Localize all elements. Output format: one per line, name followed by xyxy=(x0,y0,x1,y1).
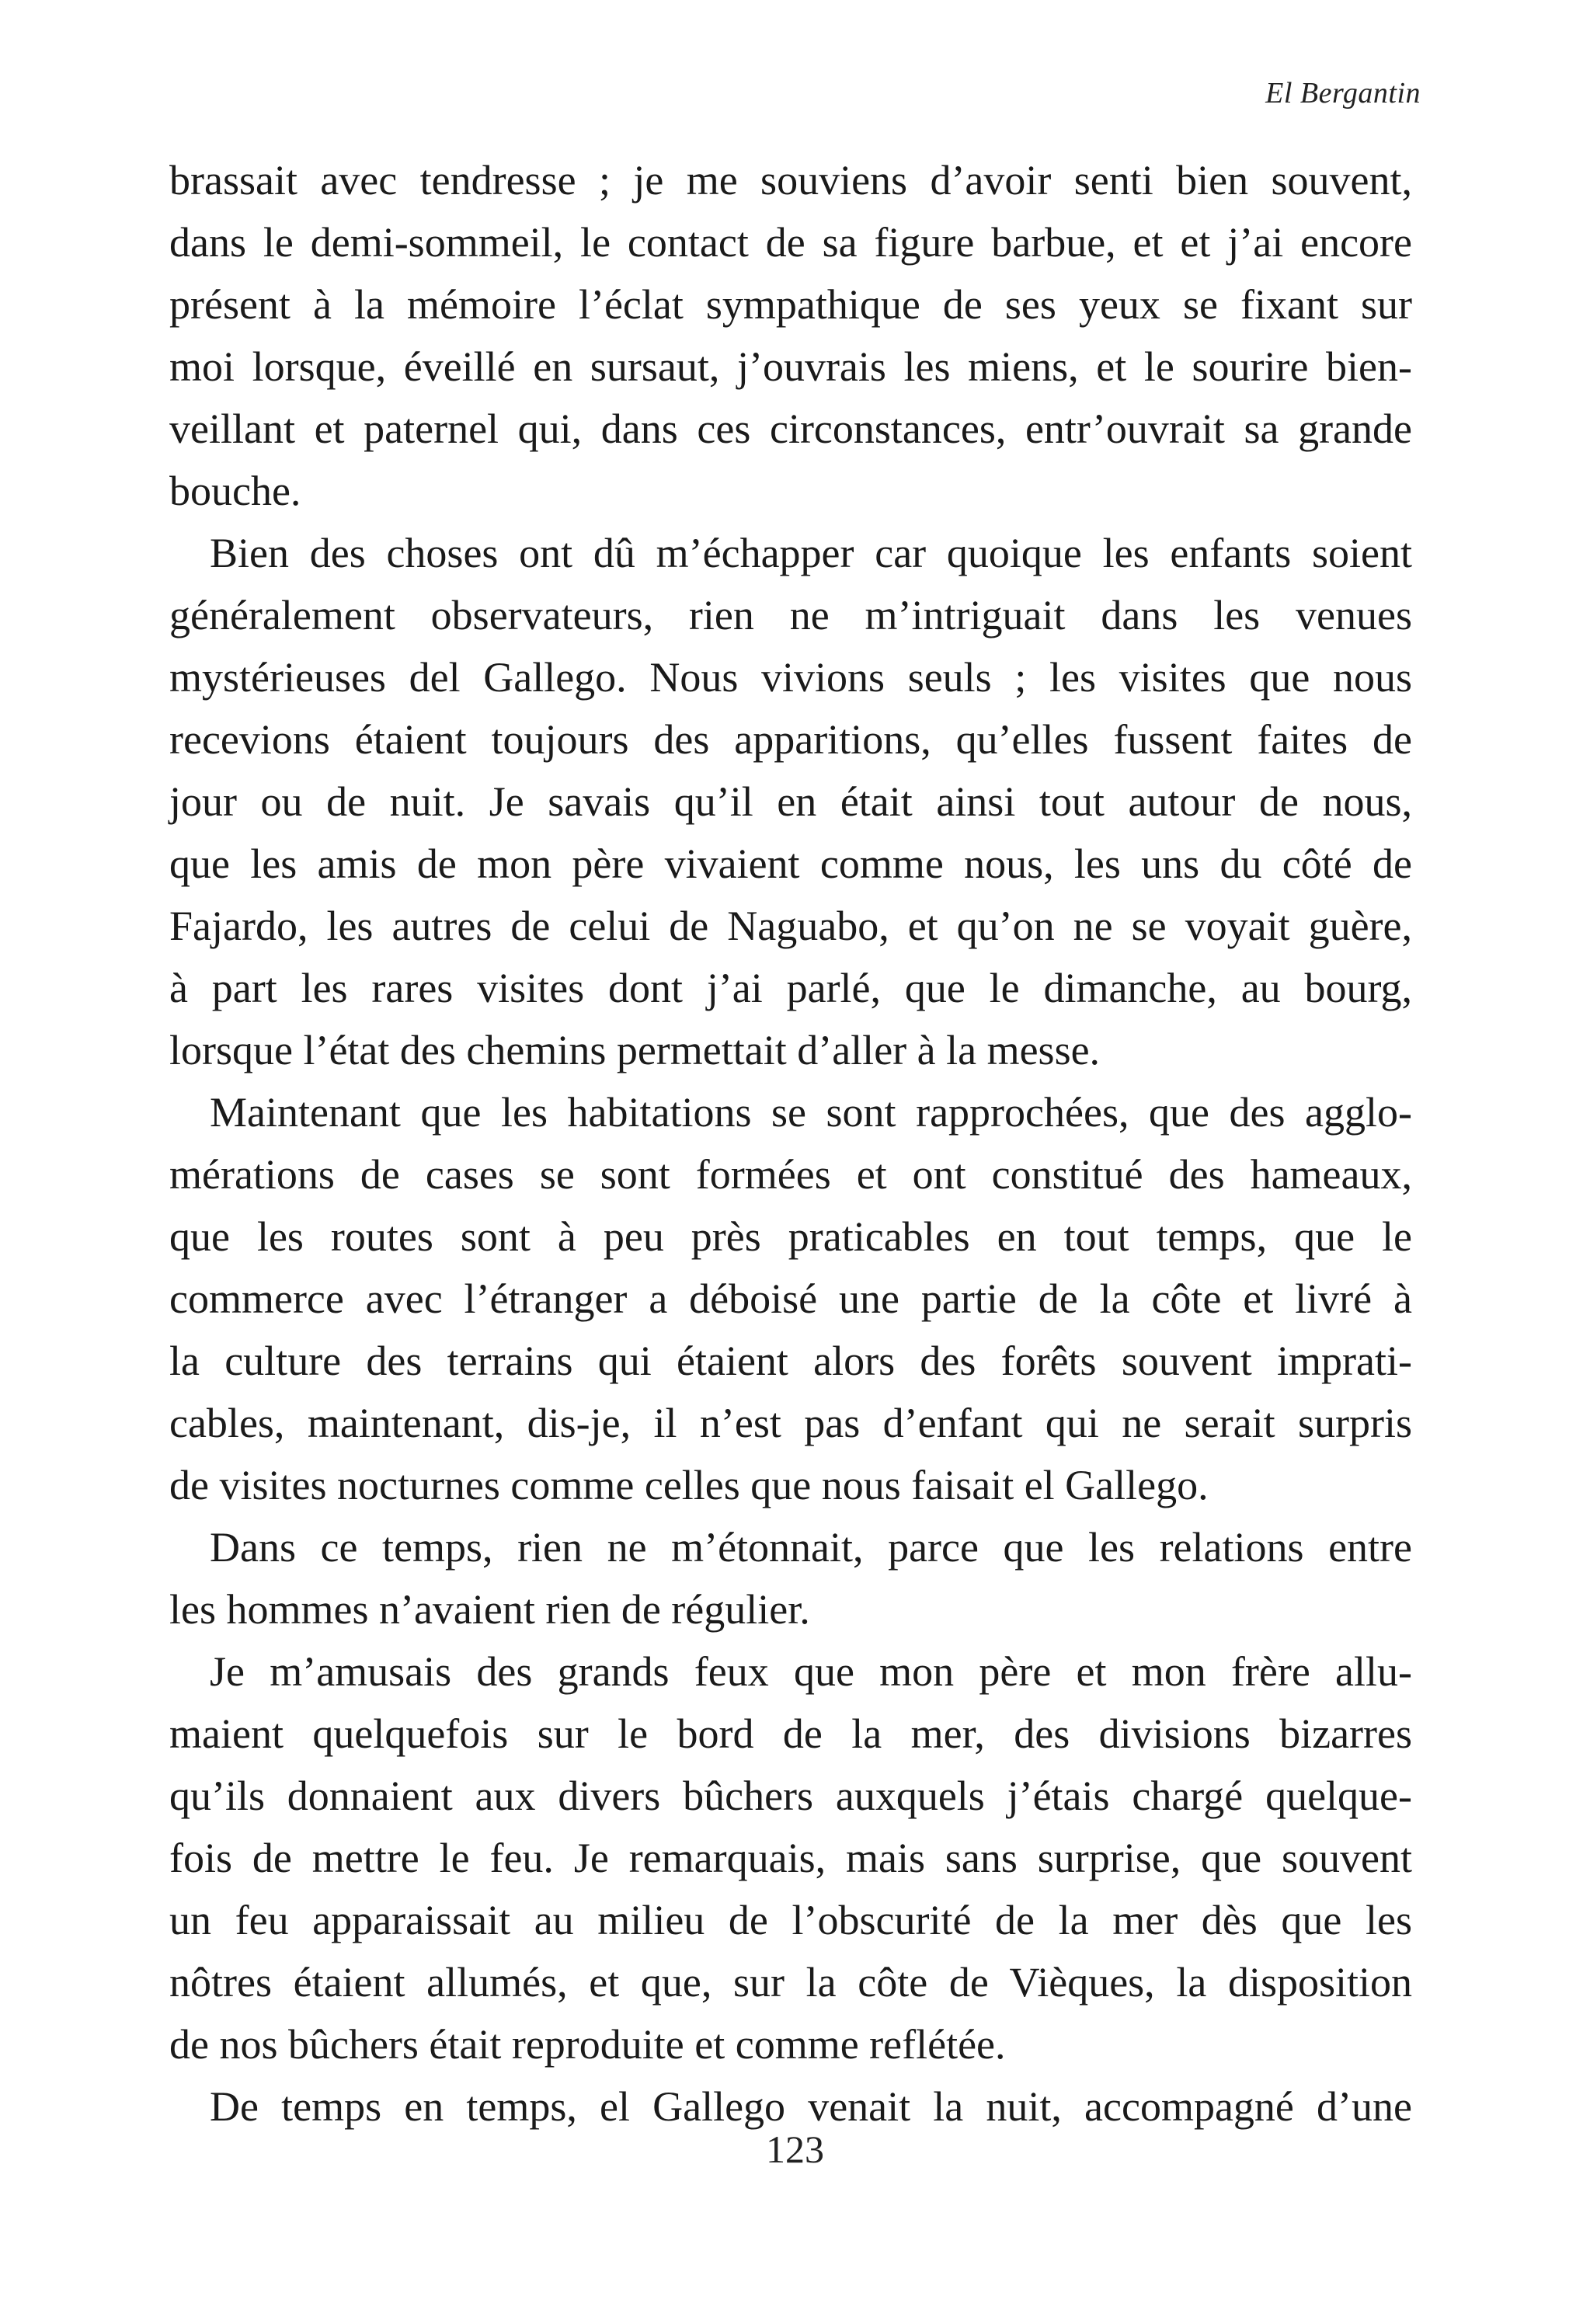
paragraph-5 xyxy=(169,1640,1412,2075)
text-line: moi lorsque, éveillé en sursaut, j’ouvrais les miens, et le sourire bien- xyxy=(169,343,1412,390)
text-line: que les routes sont à peu près praticables en tout temps, que le xyxy=(169,1213,1412,1260)
text-line: Fajardo, les autres de celui de Naguabo, et qu’on ne se voyait guère, xyxy=(169,903,1412,949)
text-line: la culture des terrains qui étaient alors des forêts souvent imprati- xyxy=(169,1338,1412,1384)
text-line: généralement observateurs, rien ne m’intriguait dans les venues xyxy=(169,592,1412,638)
text-line: jour ou de nuit. Je savais qu’il en était ainsi tout autour de nous, xyxy=(169,778,1412,825)
text-line: présent à la mémoire l’éclat sympathique de ses yeux se fixant sur xyxy=(169,281,1412,328)
text-line: qu’ils donnaient aux divers bûchers auxquels j’étais chargé quelque- xyxy=(169,1773,1412,1819)
text-line: fois de mettre le feu. Je remarquais, mais sans surprise, que souvent xyxy=(169,1835,1412,1881)
text-line: que les amis de mon père vivaient comme nous, les uns du côté de xyxy=(169,840,1412,887)
text-line: cables, maintenant, dis-je, il n’est pas d’enfant qui ne serait surpris xyxy=(169,1400,1412,1446)
text-line: Maintenant que les habitations se sont rapprochées, que des agglo- xyxy=(210,1089,1412,1136)
text-line: Bien des choses ont dû m’échapper car quoique les enfants soient xyxy=(210,530,1412,576)
text-line: De temps en temps, el Gallego venait la nuit, accompagné d’une xyxy=(210,2083,1412,2130)
text-line: dans le demi-sommeil, le contact de sa figure barbue, et et j’ai encore xyxy=(169,219,1412,266)
paragraph-1 xyxy=(169,149,1412,522)
text-line: lorsque l’état des chemins permettait d’aller à la messe. xyxy=(169,1027,1101,1073)
text-line: veillant et paternel qui, dans ces circonstances, entr’ouvrait sa grande xyxy=(169,405,1412,452)
text-line: nôtres étaient allumés, et que, sur la côte de Vièques, la disposition xyxy=(169,1959,1412,2006)
body-text xyxy=(169,149,1412,2138)
text-line: de nos bûchers était reproduite et comme reflétée. xyxy=(169,2021,1006,2068)
page-number: 123 xyxy=(766,2127,824,2171)
paragraph-2 xyxy=(169,522,1412,1081)
paragraph-4 xyxy=(169,1516,1412,1640)
text-line: bouche. xyxy=(169,468,301,514)
text-line: recevions étaient toujours des apparitions, qu’elles fussent faites de xyxy=(169,716,1412,763)
text-line: commerce avec l’étranger a déboisé une partie de la côte et livré à xyxy=(169,1275,1412,1322)
text-line: les hommes n’avaient rien de régulier. xyxy=(169,1586,810,1633)
text-line: de visites nocturnes comme celles que nous faisait el Gallego. xyxy=(169,1462,1209,1508)
text-line: un feu apparaissait au milieu de l’obscurité de la mer dès que les xyxy=(169,1897,1412,1943)
text-line: Dans ce temps, rien ne m’étonnait, parce que les relations entre xyxy=(210,1524,1412,1571)
running-header: El Bergantin xyxy=(1265,77,1421,110)
paragraph-3 xyxy=(169,1081,1412,1516)
text-line: mystérieuses del Gallego. Nous vivions seuls ; les visites que nous xyxy=(169,654,1412,701)
text-line: Je m’amusais des grands feux que mon père et mon frère allu- xyxy=(210,1648,1412,1695)
text-line: brassait avec tendresse ; je me souviens d’avoir senti bien souvent, xyxy=(169,157,1412,204)
text-line: maient quelquefois sur le bord de la mer, des divisions bizarres xyxy=(169,1710,1412,1757)
text-line: à part les rares visites dont j’ai parlé, que le dimanche, au bourg, xyxy=(169,965,1412,1011)
text-line: mérations de cases se sont formées et ont constitué des hameaux, xyxy=(169,1151,1412,1198)
